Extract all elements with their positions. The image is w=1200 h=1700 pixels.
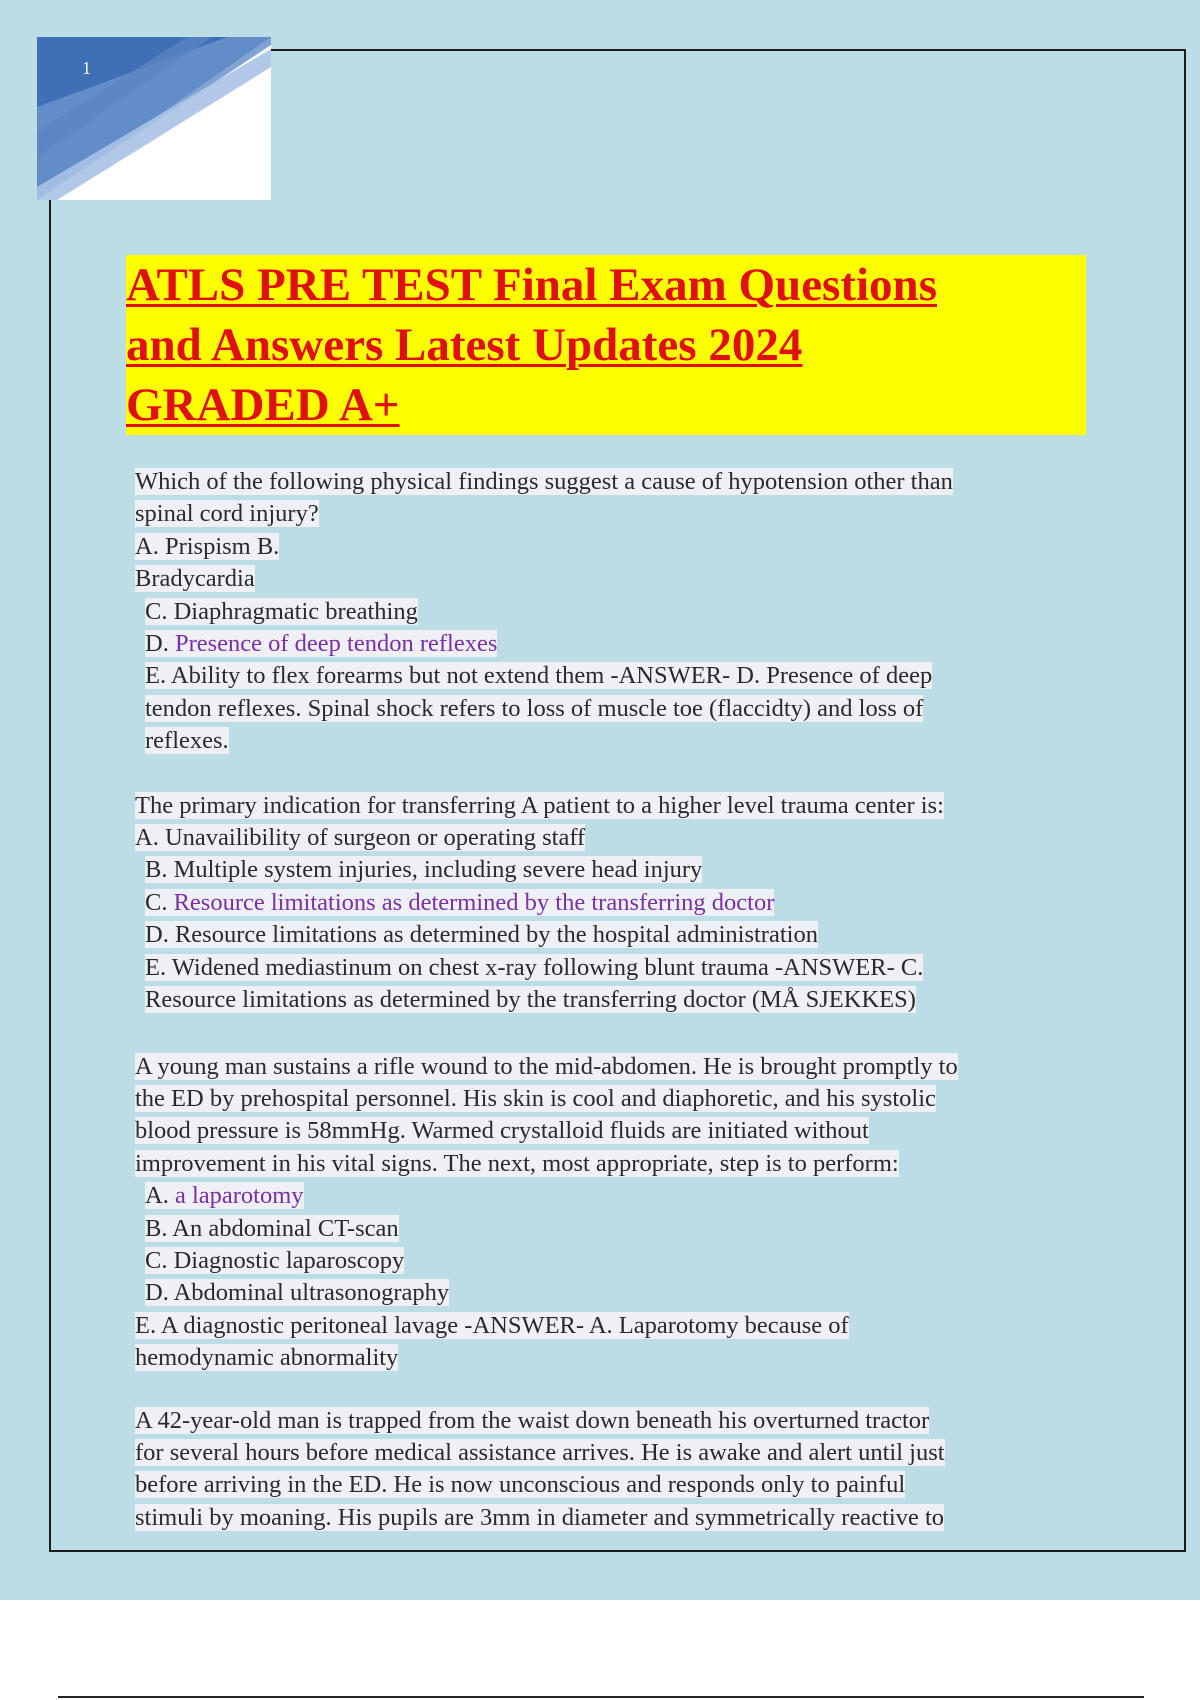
title-line-1: ATLS PRE TEST Final Exam Questions [126, 259, 937, 311]
q3-line-3: blood pressure is 58mmHg. Warmed crystalloid fluids are initiated without [135, 1117, 869, 1145]
q2-option-e: Widened mediastinum on chest x-ray following blunt trauma -ANSWER- C. [171, 953, 924, 981]
q1-option-b: Bradycardia [135, 565, 255, 593]
q1-option-c: Diaphragmatic breathing [173, 597, 418, 625]
q3-line-2: the ED by prehospital personnel. His skin is cool and diaphoretic, and his systolic [135, 1084, 936, 1112]
q1-option-d: Presence of deep tendon reflexes [174, 630, 498, 658]
question-4 [135, 1405, 1095, 1535]
q1-answer-line-3: reflexes. [145, 727, 229, 755]
q2-option-c-label: C. [145, 888, 168, 916]
document-title [126, 255, 1086, 435]
q1-option-c-label: C. [145, 597, 168, 625]
q2-option-e-label: E. [145, 953, 167, 981]
q2-line-1: The primary indication for transferring A patient to a higher level trauma center is: [135, 791, 944, 819]
q2-option-d: Resource limitations as determined by the hospital administration [174, 921, 818, 949]
question-3 [135, 1051, 1095, 1375]
q3-line-1: A young man sustains a rifle wound to the mid-abdomen. He is brought promptly to [135, 1052, 958, 1080]
q2-option-b: Multiple system injuries, including severe head injury [173, 856, 703, 884]
q2-option-b-label: B. [145, 856, 168, 884]
q3-option-d-label: D. [145, 1279, 169, 1307]
q4-line-1: A 42-year-old man is trapped from the waist down beneath his overturned tractor [135, 1406, 930, 1434]
q3-option-c-label: C. [145, 1246, 168, 1274]
q1-line-2: spinal cord injury? [135, 500, 319, 528]
q3-line-4: improvement in his vital signs. The next, most appropriate, step is to perform: [135, 1149, 899, 1177]
q2-option-c: Resource limitations as determined by the transferring doctor [173, 888, 775, 916]
q2-option-d-label: D. [145, 921, 169, 949]
document-body [135, 466, 1095, 1534]
question-1 [135, 466, 1095, 758]
page-number: 1 [82, 58, 91, 78]
q3-option-c: Diagnostic laparoscopy [173, 1246, 405, 1274]
corner-decoration [37, 37, 271, 200]
q3-option-a-label: A. [145, 1182, 169, 1210]
q1-option-d-label: D. [145, 630, 169, 658]
q3-option-b: An abdominal CT-scan [172, 1214, 399, 1242]
q3-option-d: Abdominal ultrasonography [173, 1279, 450, 1307]
title-line-3: GRADED A+ [126, 379, 400, 431]
q3-option-e: E. A diagnostic peritoneal lavage -ANSWER- A. Laparotomy because of [135, 1311, 849, 1339]
bottom-rule [58, 1696, 1144, 1698]
q1-option-e-label: E. [145, 662, 167, 690]
q4-line-2: for several hours before medical assistance arrives. He is awake and alert until just [135, 1438, 945, 1466]
question-2 [135, 790, 1095, 1017]
q1-option-e: Ability to flex forearms but not extend them -ANSWER- D. Presence of deep [170, 662, 933, 690]
q3-option-b-label: B. [145, 1214, 168, 1242]
q3-option-a: a laparotomy [174, 1182, 304, 1210]
q4-line-4: stimuli by moaning. His pupils are 3mm in diameter and symmetrically reactive to [135, 1503, 945, 1531]
q1-line-1: Which of the following physical findings suggest a cause of hypotension other than [135, 468, 953, 495]
q2-answer-line-2: Resource limitations as determined by the transferring doctor (MÅ SJEKKES) [145, 986, 916, 1014]
q4-line-3: before arriving in the ED. He is now unconscious and responds only to painful [135, 1471, 906, 1499]
q1-answer-line-2: tendon reflexes. Spinal shock refers to loss of muscle toe (flaccidty) and loss of [145, 694, 924, 722]
q3-answer-line-2: hemodynamic abnormality [135, 1344, 399, 1372]
title-line-2: and Answers Latest Updates 2024 [126, 319, 803, 371]
q1-option-a: A. Prispism B. [135, 532, 280, 560]
q2-option-a: A. Unavailibility of surgeon or operating staff [135, 824, 586, 852]
